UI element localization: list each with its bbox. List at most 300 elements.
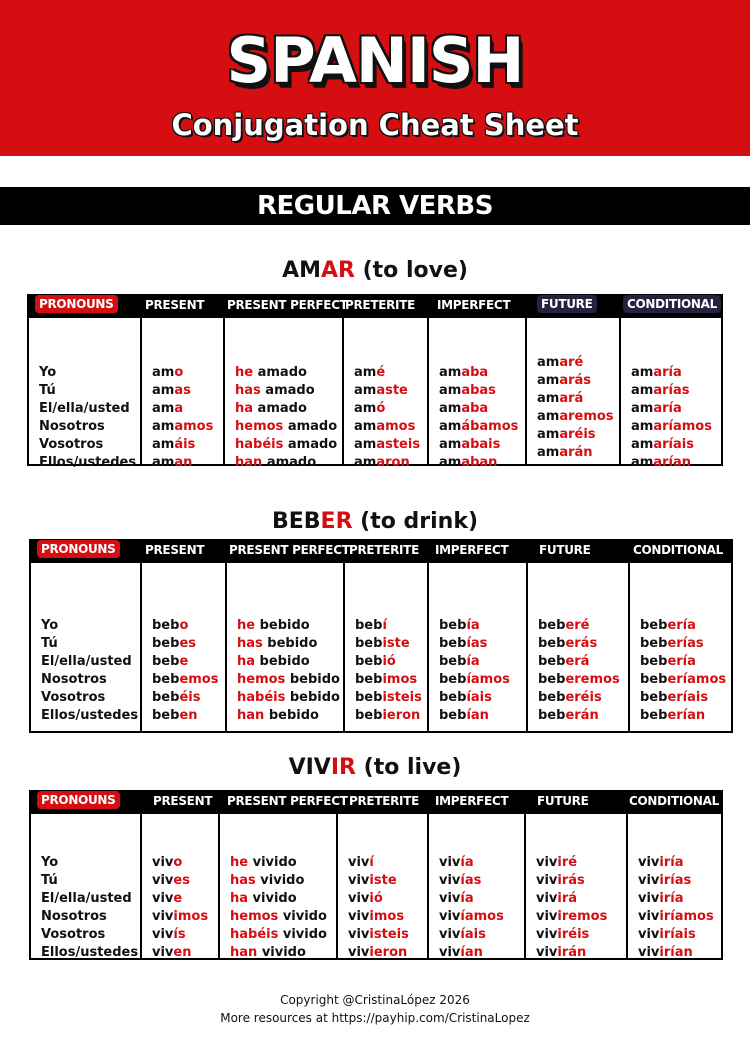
conjugation-cell: [348, 854, 409, 872]
imperfect-column: [439, 617, 510, 725]
verb-stem: viv: [638, 891, 660, 906]
conjugation-cell: [631, 400, 712, 418]
verb-stem: beb: [439, 636, 467, 651]
perfect-column: [230, 854, 327, 962]
conjugation-cell: [439, 454, 518, 472]
auxiliary-verb: has: [235, 383, 261, 398]
verb-ending: ían: [466, 708, 489, 723]
verb-stem: beb: [439, 672, 467, 687]
verb-stem: viv: [638, 873, 660, 888]
conjugation-cell: [152, 890, 208, 908]
column-header-future: FUTURE: [539, 543, 591, 557]
future-column: [538, 617, 620, 725]
verb-stem: beb: [152, 672, 180, 687]
verb-stem: beb: [152, 618, 180, 633]
verb-ending: emos: [179, 672, 219, 687]
conjugation-cell: [537, 444, 614, 462]
verb-ending: isteis: [382, 690, 422, 705]
verb-ending: é: [376, 365, 386, 380]
verb-ending: arías: [653, 383, 690, 398]
verb-ending: aste: [376, 383, 408, 398]
verb-stem: BEB: [271, 509, 321, 534]
column-header-present-perfect: PRESENT PERFECT: [227, 794, 348, 808]
conjugation-cell: [152, 707, 218, 725]
conjugation-cell: [439, 707, 510, 725]
verb-ending: o: [179, 618, 189, 633]
verb-ending: isteis: [369, 927, 409, 942]
verb-stem: viv: [439, 855, 461, 870]
column-divider: [218, 814, 220, 958]
verb-stem: beb: [355, 654, 383, 669]
conjugation-cell: [230, 908, 327, 926]
conjugation-cell: [538, 689, 620, 707]
verb-stem: beb: [640, 672, 668, 687]
auxiliary-verb: has: [237, 636, 263, 651]
verb-ending: e: [173, 891, 183, 906]
column-header-conditional: CONDITIONAL: [623, 295, 721, 313]
conjugation-cell: [152, 418, 213, 436]
verb-ending: ió: [369, 891, 383, 906]
verb-ending: aba: [461, 401, 489, 416]
pronoun-cell: Tú: [41, 636, 58, 651]
verb-stem: beb: [152, 708, 180, 723]
participle: vivido: [278, 927, 327, 942]
conjugation-cell: [439, 653, 510, 671]
conditional-column: [640, 617, 726, 725]
auxiliary-verb: hemos: [237, 672, 286, 687]
conjugation-cell: [348, 890, 409, 908]
verb-stem: beb: [640, 636, 668, 651]
conjugation-cell: [631, 364, 712, 382]
auxiliary-verb: hemos: [235, 419, 284, 434]
verb-stem: viv: [638, 855, 660, 870]
imperfect-column: [439, 854, 504, 962]
auxiliary-verb: han: [235, 455, 263, 470]
pronoun-cell: El/ella/usted: [41, 891, 132, 906]
verb-ending: íamos: [466, 672, 510, 687]
conjugation-cell: [152, 454, 213, 472]
table-header-row: [29, 539, 733, 561]
table-body: [29, 561, 733, 733]
conjugation-cell: [638, 944, 714, 962]
pronoun-cell: Vosotros: [39, 437, 104, 452]
verb-stem: am: [439, 437, 462, 452]
verb-ending: es: [173, 873, 190, 888]
conjugation-cell: [640, 707, 726, 725]
verb-stem: am: [631, 401, 654, 416]
conjugation-cell: [536, 944, 607, 962]
participle: vivido: [278, 909, 327, 924]
perfect-column: [235, 364, 337, 472]
verb-stem: viv: [638, 927, 660, 942]
column-header-present: PRESENT: [145, 298, 205, 312]
conjugation-cell: [355, 617, 422, 635]
verb-ending: irás: [557, 873, 585, 888]
conjugation-cell: [235, 400, 337, 418]
conjugation-cell: [235, 418, 337, 436]
conjugation-cell: [348, 926, 409, 944]
pronoun-column: [39, 364, 136, 472]
verb-stem: beb: [355, 690, 383, 705]
conjugation-cell: [152, 653, 218, 671]
verb-ending: ieron: [369, 945, 408, 960]
verb-stem: am: [439, 365, 462, 380]
conjugation-cell: [536, 890, 607, 908]
column-header-preterite: PRETERITE: [349, 794, 420, 808]
verb-ending: íais: [460, 927, 486, 942]
conjugation-cell: [152, 908, 208, 926]
participle: amado: [260, 383, 315, 398]
verb-stem: beb: [538, 618, 566, 633]
conjugation-cell: [439, 617, 510, 635]
verb-ending: ías: [466, 636, 488, 651]
verb-ending: imos: [173, 909, 209, 924]
verb-stem: am: [439, 455, 462, 470]
conjugation-cell: [152, 854, 208, 872]
conjugation-cell: [631, 382, 712, 400]
conjugation-cell: [631, 418, 712, 436]
verb-stem: beb: [355, 672, 383, 687]
verb-ending: aría: [653, 365, 682, 380]
verb-stem: VIV: [288, 755, 331, 780]
conjugation-cell: [235, 454, 337, 472]
pronoun-cell: El/ella/usted: [41, 654, 132, 669]
column-header-imperfect: IMPERFECT: [435, 543, 509, 557]
page-subtitle: Conjugation Cheat Sheet: [171, 108, 579, 142]
conjugation-cell: [439, 418, 518, 436]
verb-ending: iréis: [557, 927, 590, 942]
verb-stem: am: [537, 409, 560, 424]
verb-ending: iré: [557, 855, 578, 870]
pronoun-cell: Nosotros: [39, 419, 105, 434]
conjugation-cell: [439, 635, 510, 653]
verb-ending: ería: [667, 654, 696, 669]
participle: amado: [253, 365, 307, 380]
verb-ending: aríamos: [653, 419, 712, 434]
verb-stem: am: [354, 419, 377, 434]
verb-ending: í: [369, 855, 374, 870]
participle: amado: [283, 419, 338, 434]
verb-ending: irá: [557, 891, 578, 906]
column-divider: [525, 318, 527, 464]
conjugation-cell: [537, 372, 614, 390]
verb-ending: aba: [461, 365, 489, 380]
conjugation-cell: [439, 890, 504, 908]
verb-stem: am: [537, 373, 560, 388]
column-divider: [524, 814, 526, 958]
verb-stem: viv: [152, 945, 174, 960]
verb-ending: es: [179, 636, 196, 651]
page-title: SPANISH: [226, 24, 524, 97]
verb-stem: am: [439, 383, 462, 398]
conjugation-cell: [230, 890, 327, 908]
verb-stem: viv: [536, 873, 558, 888]
verb-ending: irán: [557, 945, 587, 960]
pronoun-cell: Tú: [39, 383, 56, 398]
verb-ending: as: [174, 383, 191, 398]
conjugation-cell: [354, 454, 420, 472]
verb-ending: ía: [466, 618, 480, 633]
verb-ending: éis: [179, 690, 201, 705]
verb-ending: ía: [466, 654, 480, 669]
conjugation-cell: [640, 635, 726, 653]
participle: vivido: [248, 891, 297, 906]
verb-stem: am: [354, 437, 377, 452]
conjugation-cell: [237, 653, 340, 671]
auxiliary-verb: he: [230, 855, 249, 870]
table-header-row: [27, 294, 723, 316]
verb-ending: abas: [461, 383, 496, 398]
verb-stem: am: [152, 365, 175, 380]
verb-ending: arán: [559, 445, 593, 460]
conjugation-cell: [355, 707, 422, 725]
participle: amado: [283, 437, 338, 452]
conjugation-cell: [237, 671, 340, 689]
verb-stem: beb: [538, 654, 566, 669]
conjugation-cell: [152, 617, 218, 635]
verb-stem: viv: [439, 873, 461, 888]
conjugation-cell: [237, 635, 340, 653]
conjugation-cell: [235, 436, 337, 454]
conjugation-cell: [631, 436, 712, 454]
beber-verb-title: [0, 509, 750, 534]
participle: bebido: [255, 618, 310, 633]
verb-stem: viv: [536, 891, 558, 906]
conjugation-cell: [152, 364, 213, 382]
conjugation-cell: [152, 382, 213, 400]
conjugation-cell: [640, 617, 726, 635]
participle: vivido: [257, 945, 306, 960]
column-divider: [619, 318, 621, 464]
auxiliary-verb: hemos: [230, 909, 279, 924]
verb-ending: o: [173, 855, 183, 870]
auxiliary-verb: habéis: [230, 927, 279, 942]
verb-stem: beb: [355, 636, 383, 651]
pronoun-column: [41, 617, 138, 725]
column-divider: [526, 563, 528, 731]
auxiliary-verb: he: [235, 365, 254, 380]
conditional-column: [631, 364, 712, 472]
table-body: [29, 812, 723, 960]
conjugation-cell: [638, 872, 714, 890]
pronoun-cell: Ellos/ustedes: [41, 945, 139, 960]
verb-ending: aríais: [653, 437, 694, 452]
pronoun-cell: Vosotros: [41, 690, 106, 705]
verb-ending: ER: [320, 509, 353, 534]
verb-ending: an: [174, 455, 193, 470]
column-divider: [140, 814, 142, 958]
pronoun-cell: Yo: [41, 618, 59, 633]
column-header-present: PRESENT: [153, 794, 213, 808]
verb-stem: am: [152, 383, 175, 398]
verb-stem: viv: [536, 909, 558, 924]
verb-ending: ían: [460, 945, 483, 960]
participle: vivido: [248, 855, 297, 870]
conjugation-cell: [538, 671, 620, 689]
verb-ending: arás: [559, 373, 592, 388]
verb-stem: beb: [640, 690, 668, 705]
verb-meaning: (to live): [355, 755, 462, 780]
resources-link[interactable]: More resources at https://payhip.com/CristinaLopez: [220, 1011, 530, 1025]
conjugation-cell: [439, 926, 504, 944]
verb-stem: beb: [152, 690, 180, 705]
conjugation-cell: [355, 635, 422, 653]
column-divider: [628, 563, 630, 731]
verb-stem: am: [631, 437, 654, 452]
verb-ending: í: [382, 618, 387, 633]
column-divider: [140, 318, 142, 464]
conjugation-cell: [152, 944, 208, 962]
conjugation-cell: [355, 689, 422, 707]
verb-ending: ieron: [382, 708, 421, 723]
conjugation-cell: [439, 944, 504, 962]
conjugation-cell: [536, 926, 607, 944]
verb-stem: viv: [348, 945, 370, 960]
verb-stem: beb: [538, 690, 566, 705]
verb-ending: aremos: [559, 409, 614, 424]
verb-stem: beb: [538, 672, 566, 687]
column-divider: [140, 563, 142, 731]
future-column: [536, 854, 607, 962]
verb-stem: am: [354, 383, 377, 398]
verb-ending: íais: [466, 690, 492, 705]
column-header-conditional: CONDITIONAL: [633, 543, 724, 557]
conjugation-cell: [237, 689, 340, 707]
auxiliary-verb: han: [230, 945, 258, 960]
section-heading: REGULAR VERBS: [0, 187, 750, 225]
verb-ending: e: [179, 654, 189, 669]
verb-stem: am: [354, 365, 377, 380]
verb-stem: am: [152, 455, 175, 470]
conjugation-cell: [230, 854, 327, 872]
verb-stem: beb: [640, 618, 668, 633]
verb-stem: viv: [439, 909, 461, 924]
participle: amado: [253, 401, 307, 416]
verb-stem: am: [152, 401, 175, 416]
verb-ending: ábamos: [461, 419, 519, 434]
verb-ending: iste: [382, 636, 410, 651]
conjugation-cell: [439, 854, 504, 872]
verb-stem: beb: [355, 708, 383, 723]
column-divider: [223, 318, 225, 464]
column-divider: [427, 318, 429, 464]
verb-ending: eríais: [667, 690, 709, 705]
verb-ending: a: [174, 401, 184, 416]
verb-ending: erá: [565, 654, 590, 669]
conjugation-cell: [638, 854, 714, 872]
verb-stem: viv: [439, 927, 461, 942]
verb-stem: beb: [355, 618, 383, 633]
verb-ending: iríamos: [659, 909, 714, 924]
verb-stem: am: [631, 383, 654, 398]
beber-conjugation-table: [29, 539, 733, 733]
conjugation-cell: [638, 926, 714, 944]
verb-stem: am: [537, 427, 560, 442]
verb-ending: abais: [461, 437, 501, 452]
verb-ending: imos: [369, 909, 405, 924]
verb-ending: o: [174, 365, 184, 380]
verb-ending: iremos: [557, 909, 608, 924]
conjugation-cell: [638, 908, 714, 926]
present-column: [152, 617, 218, 725]
verb-stem: viv: [638, 909, 660, 924]
verb-stem: beb: [640, 708, 668, 723]
conjugation-cell: [439, 436, 518, 454]
conjugation-cell: [235, 364, 337, 382]
conjugation-cell: [354, 418, 420, 436]
verb-ending: erían: [667, 708, 706, 723]
pronoun-cell: Vosotros: [41, 927, 106, 942]
verb-ending: asteis: [376, 437, 421, 452]
conjugation-cell: [538, 653, 620, 671]
verb-stem: am: [631, 365, 654, 380]
conjugation-cell: [439, 872, 504, 890]
conjugation-cell: [152, 436, 213, 454]
conjugation-cell: [538, 707, 620, 725]
verb-stem: viv: [348, 855, 370, 870]
verb-stem: viv: [152, 927, 174, 942]
verb-ending: ería: [667, 618, 696, 633]
conjugation-cell: [348, 908, 409, 926]
perfect-column: [237, 617, 340, 725]
verb-stem: am: [152, 419, 175, 434]
conjugation-cell: [439, 382, 518, 400]
verb-stem: viv: [536, 945, 558, 960]
verb-ending: ará: [559, 391, 584, 406]
conjugation-cell: [152, 400, 213, 418]
participle: amado: [262, 455, 317, 470]
vivir-conjugation-table: [29, 790, 723, 960]
verb-stem: AM: [282, 258, 321, 283]
pronoun-cell: Nosotros: [41, 672, 107, 687]
auxiliary-verb: ha: [230, 891, 249, 906]
conjugation-cell: [536, 872, 607, 890]
conjugation-cell: [230, 926, 327, 944]
future-column: [537, 354, 614, 462]
amar-verb-title: [0, 258, 750, 283]
verb-stem: beb: [152, 654, 180, 669]
participle: vivido: [255, 873, 305, 888]
conjugation-cell: [640, 689, 726, 707]
column-header-preterite: PRETERITE: [345, 298, 416, 312]
verb-stem: viv: [152, 891, 174, 906]
column-divider: [225, 563, 227, 731]
table-header-row: [29, 790, 723, 812]
verb-stem: viv: [439, 891, 461, 906]
verb-ending: imos: [382, 672, 418, 687]
imperfect-column: [439, 364, 518, 472]
pronoun-cell: Ellos/ustedes: [39, 455, 137, 470]
verb-stem: beb: [439, 654, 467, 669]
verb-stem: viv: [348, 927, 370, 942]
verb-ending: eríamos: [667, 672, 727, 687]
conjugation-cell: [640, 671, 726, 689]
conjugation-cell: [537, 354, 614, 372]
present-column: [152, 854, 208, 962]
verb-stem: am: [354, 401, 377, 416]
column-header-imperfect: IMPERFECT: [437, 298, 511, 312]
conjugation-cell: [640, 653, 726, 671]
column-header-present-perfect: PRESENT PERFECT: [227, 298, 348, 312]
column-header-conditional: CONDITIONAL: [629, 794, 720, 808]
conjugation-cell: [537, 390, 614, 408]
conjugation-cell: [536, 854, 607, 872]
conjugation-cell: [354, 436, 420, 454]
pronoun-cell: Nosotros: [41, 909, 107, 924]
verb-ending: eré: [565, 618, 590, 633]
verb-ending: amos: [174, 419, 214, 434]
participle: bebido: [264, 708, 319, 723]
